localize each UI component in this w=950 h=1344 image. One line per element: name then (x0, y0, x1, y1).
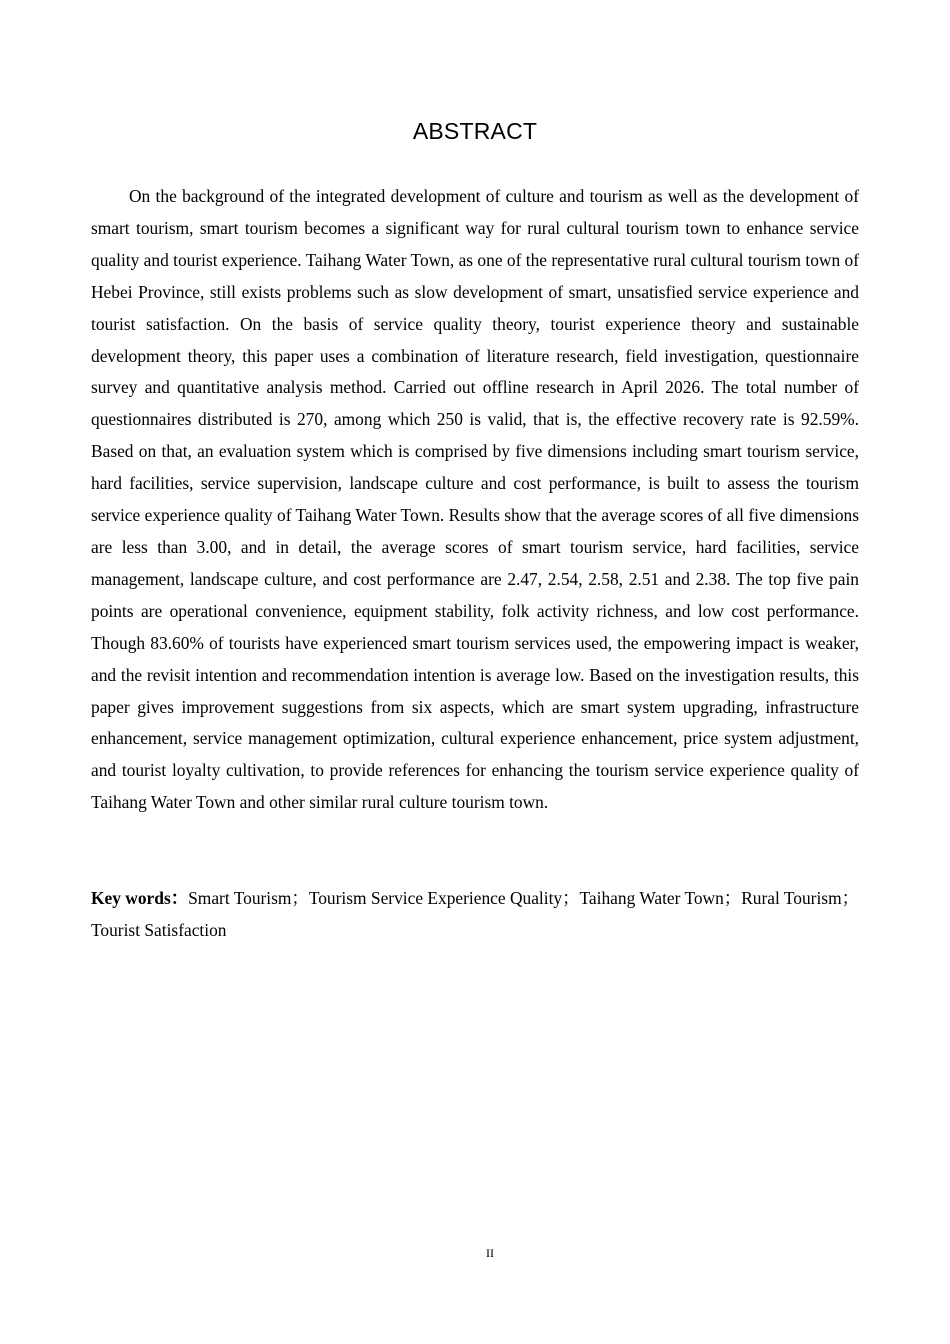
abstract-heading: ABSTRACT (412, 118, 538, 144)
page-number: II (486, 1246, 494, 1260)
keywords-label: Key words： (91, 888, 189, 908)
abstract-paragraph: On the background of the integrated development of culture and tourism as well as the development of smart tourism, smart tourism becomes a significant way for rural cultural tourism town to enhance service quality and tourist experience. Taihang Water Town, as one of the representative rural cultural tourism town of Hebei Province, still exists problems such as slow development of smart, unsatisfied service experience and tourist satisfaction. On the basis of service quality theory, tourist experience theory and sustainable development theory, this paper uses a combination of literature research, field investigation, questionnaire survey and quantitative analysis method. Carried out offline research in April 2026. The total number of questionnaires distributed is 270, among which 250 is valid, that is, the effective recovery rate is 92.59%. Based on that, an evaluation system which is comprised by five dimensions including smart tourism service, hard facilities, service supervision, landscape culture and cost performance, is built to assess the tourism service experience quality of Taihang Water Town. Results show that the average scores of all five dimensions are less than 3.00, and in detail, the average scores of smart tourism service, hard facilities, service management, landscape culture, and cost performance are 2.47, 2.54, 2.58, 2.51 and 2.38. The top five pain points are operational convenience, equipment stability, folk activity richness, and low cost performance. Though 83.60% of tourists have experienced smart tourism services used, the empowering impact is weaker, and the revisit intention and recommendation intention is average low. Based on the investigation results, this paper gives improvement suggestions from six aspects, which are smart system upgrading, infrastructure enhancement, service management optimization, cultural experience enhancement, price system adjustment, and tourist loyalty cultivation, to provide references for enhancing the tourism service experience quality of Taihang Water Town and other similar rural culture tourism town. (91, 186, 859, 813)
keywords-line (91, 883, 859, 947)
keywords-list: Smart Tourism；Tourism Service Experience Quality；Taihang Water Town；Rural Tourism；Tourist Satisfaction (91, 888, 859, 940)
